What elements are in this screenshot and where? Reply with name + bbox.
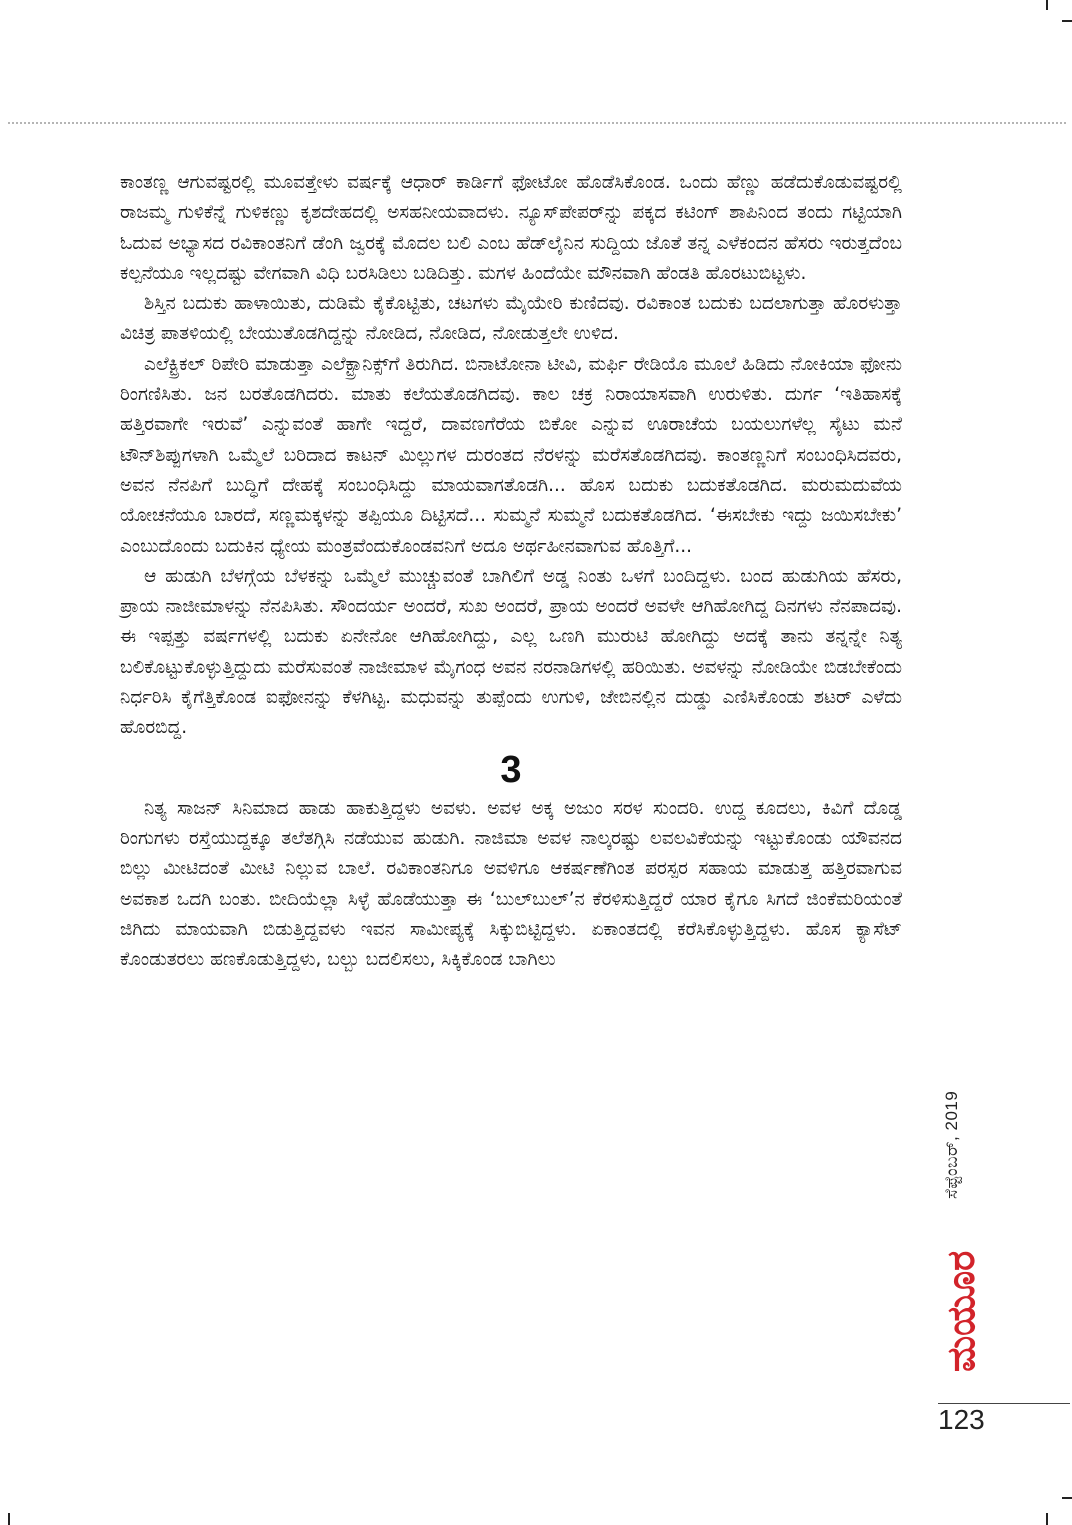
paragraph-5: ನಿತ್ಯ ಸಾಜನ್ ಸಿನಿಮಾದ ಹಾಡು ಹಾಕುತ್ತಿದ್ದಳು ಅವಳು. ಅವಳ ಅಕ್ಕ ಅಜುಂ ಸರಳ ಸುಂದರಿ. ಉದ್ದ ಕೂದಲು, ಕಿವಿಗೆ ದೊಡ್ಡ ರಿಂಗುಗಳು ರಸ್ತೆಯುದ್ದಕ್ಕೂ ತಲೆತಗ್ಗಿಸಿ ನಡೆಯುವ ಹುಡುಗಿ. ನಾಜಿಮಾ ಅವಳ ನಾಲ್ಕರಷ್ಟು ಲವಲವಿಕೆಯನ್ನು ಇಟ್ಟುಕೊಂಡು ಯೌವನದ ಬಿಲ್ಲು ಮೀಟಿದಂತೆ ಮೀಟಿ ನಿಲ್ಲುವ ಬಾಲೆ. ರವಿಕಾಂತನಿಗೂ ಅವಳಿಗೂ ಆಕರ್ಷಣೆಗಿಂತ ಪರಸ್ಪರ ಸಹಾಯ ಮಾಡುತ್ತ ಹತ್ತಿರವಾಗುವ ಅವಕಾಶ ಒದಗಿ ಬಂತು. ಬೀದಿಯೆಲ್ಲಾ ಸಿಳ್ಳೆ ಹೊಡೆಯುತ್ತಾ ಈ ‘ಬುಲ್‌ಬುಲ್’ನ ಕೆರಳಿಸುತ್ತಿದ್ದರೆ ಯಾರ ಕೈಗೂ ಸಿಗದೆ ಜಿಂಕೆಮರಿಯಂತೆ ಜಿಗಿದು ಮಾಯವಾಗಿ ಬಿಡುತ್ತಿದ್ದವಳು ಇವನ ಸಾಮೀಪ್ಯಕ್ಕೆ ಸಿಕ್ಕುಬಿಟ್ಟಿದ್ದಳು. ಏಕಾಂತದಲ್ಲಿ ಕರೆಸಿಕೊಳ್ಳುತ್ತಿದ್ದಳು. ಹೊಸ ಕ್ಯಾಸೆಟ್ ಕೊಂಡುತರಲು ಹಣಕೊಡುತ್ತಿದ್ದಳು, ಬಲ್ಬು ಬದಲಿಸಲು, ಸಿಕ್ಕಿಕೊಂಡ ಬಾಗಿಲು <box>120 797 902 971</box>
section-number: 3 <box>500 748 522 791</box>
crop-mark-bottom-right <box>1046 1513 1048 1525</box>
paragraph-2: ಶಿಸ್ತಿನ ಬದುಕು ಹಾಳಾಯಿತು, ದುಡಿಮೆ ಕೈಕೊಟ್ಟಿತು, ಚಟಗಳು ಮೈಯೇರಿ ಕುಣಿದವು. ರವಿಕಾಂತ ಬದುಕು ಬದಲಾಗುತ್ತಾ ಹೊರಳುತ್ತಾ ವಿಚಿತ್ರ ಪಾತಳಿಯಲ್ಲಿ ಬೇಯುತೊಡಗಿದ್ದನ್ನು ನೋಡಿದ, ನೋಡಿದ, ನೋಡುತ್ತಲೇ ಉಳಿದ. <box>120 293 902 345</box>
issue-date: ಸೆಪ್ಟೆಂಬರ್, 2019 <box>942 1090 961 1200</box>
crop-mark-right-upper <box>1062 20 1072 22</box>
paragraph-4: ಆ ಹುಡುಗಿ ಬೆಳಗ್ಗೆಯ ಬೆಳಕನ್ನು ಒಮ್ಮೆಲೆ ಮುಚ್ಚುವಂತೆ ಬಾಗಿಲಿಗೆ ಅಡ್ಡ ನಿಂತು ಒಳಗೆ ಬಂದಿದ್ದಳು. ಬಂದ ಹುಡುಗಿಯ ಹೆಸರು, ಪ್ರಾಯ ನಾಜೀಮಾಳನ್ನು ನೆನಪಿಸಿತು. ಸೌಂದರ್ಯ ಅಂದರೆ, ಸುಖ ಅಂದರೆ, ಪ್ರಾಯ ಅಂದರೆ ಅವಳೇ ಆಗಿಹೋಗಿದ್ದ ದಿನಗಳು ನೆನಪಾದವು. ಈ ಇಪ್ಪತ್ತು ವರ್ಷಗಳಲ್ಲಿ ಬದುಕು ಏನೇನೋ ಆಗಿಹೋಗಿದ್ದು, ಎಲ್ಲ ಒಣಗಿ ಮುರುಟಿ ಹೋಗಿದ್ದು ಅದಕ್ಕೆ ತಾನು ತನ್ನನ್ನೇ ನಿತ್ಯ ಬಲಿಕೊಟ್ಟುಕೊಳ್ಳುತ್ತಿದ್ದುದು ಮರೆಸುವಂತೆ ನಾಜೀಮಾಳ ಮೈಗಂಧ ಅವನ ನರನಾಡಿಗಳಲ್ಲಿ ಹರಿಯಿತು. ಅವಳನ್ನು ನೋಡಿಯೇ ಬಿಡಬೇಕೆಂದು ನಿರ್ಧರಿಸಿ ಕೈಗೆತ್ತಿಕೊಂಡ ಐಫೋನನ್ನು ಕೆಳಗಿಟ್ಟ. ಮಧುವನ್ನು ತುಪ್ಪೆಂದು ಉಗುಳಿ, ಜೇಬಿನಲ್ಲಿನ ದುಡ್ಡು ಎಣಿಸಿಕೊಂಡು ಶಟರ್ ಎಳೆದು ಹೊರಬಿದ್ದ. <box>120 565 902 739</box>
crop-mark-right-lower <box>1062 1497 1072 1499</box>
magazine-logo: ಮಯೂರ <box>939 1250 983 1372</box>
article-column <box>120 168 902 975</box>
crop-mark-top-right <box>1046 0 1048 10</box>
paragraph-3: ಎಲೆಕ್ಟ್ರಿಕಲ್ ರಿಪೇರಿ ಮಾಡುತ್ತಾ ಎಲೆಕ್ಟ್ರಾನಿಕ್ಸ್‌ಗೆ ತಿರುಗಿದ. ಬಿನಾಟೋನಾ ಟೀವಿ, ಮರ್ಫಿ ರೇಡಿಯೊ ಮೂಲೆ ಹಿಡಿದು ನೋಕಿಯಾ ಫೋನು ರಿಂಗಣಿಸಿತು. ಜನ ಬರತೊಡಗಿದರು. ಮಾತು ಕಲೆಯತೊಡಗಿದವು. ಕಾಲ ಚಕ್ರ ನಿರಾಯಾಸವಾಗಿ ಉರುಳಿತು. ದುರ್ಗ ‘ಇತಿಹಾಸಕ್ಕೆ ಹತ್ತಿರವಾಗೇ ಇರುವೆ’ ಎನ್ನುವಂತೆ ಹಾಗೇ ಇದ್ದರೆ, ದಾವಣಗೆರೆಯ ಬಿಕೋ ಎನ್ನುವ ಊರಾಚೆಯ ಬಯಲುಗಳೆಲ್ಲ ಸೈಟು ಮನೆ ಟೌನ್‌ಶಿಪ್ಪುಗಳಾಗಿ ಒಮ್ಮೆಲೆ ಬರಿದಾದ ಕಾಟನ್ ಮಿಲ್ಲುಗಳ ದುರಂತದ ನೆರಳನ್ನು ಮರೆಸತೊಡಗಿದವು. ಕಾಂತಣ್ಣನಿಗೆ ಸಂಬಂಧಿಸಿದವರು, ಅವನ ನೆನಪಿಗೆ ಬುದ್ಧಿಗೆ ದೇಹಕ್ಕೆ ಸಂಬಂಧಿಸಿದ್ದು ಮಾಯವಾಗತೊಡಗಿ... ಹೊಸ ಬದುಕು ಬದುಕತೊಡಗಿದ. ಮರುಮದುವೆಯ ಯೋಚನೆಯೂ ಬಾರದೆ, ಸಣ್ಣಮಕ್ಕಳನ್ನು ತಪ್ಪಿಯೂ ದಿಟ್ಟಿಸದೆ... ಸುಮ್ಮನೆ ಸುಮ್ಮನೆ ಬದುಕತೊಡಗಿದ. ‘ಈಸಬೇಕು ಇದ್ದು ಜಯಿಸಬೇಕು’ ಎಂಬುದೊಂದು ಬದುಕಿನ ಧ್ಯೇಯ ಮಂತ್ರವೆಂದುಕೊಂಡವನಿಗೆ ಅದೂ ಅರ್ಥಹೀನವಾಗುವ ಹೊತ್ತಿಗೆ... <box>120 353 902 557</box>
crop-mark-bottom-left <box>8 1513 10 1525</box>
page-number: 123 <box>938 1404 985 1435</box>
header-dotted-rule <box>8 122 1066 124</box>
paragraph-1: ಕಾಂತಣ್ಣ ಆಗುವಷ್ಟರಲ್ಲಿ ಮೂವತ್ತೇಳು ವರ್ಷಕ್ಕೆ ಆಧಾರ್ ಕಾರ್ಡಿಗೆ ಫೋಟೋ ಹೊಡೆಸಿಕೊಂಡ. ಒಂದು ಹೆಣ್ಣು ಹಡೆದುಕೊಡುವಷ್ಟರಲ್ಲಿ ರಾಜಮ್ಮ ಗುಳಿಕೆನ್ನೆ ಗುಳಿಕಣ್ಣು ಕೃಶದೇಹದಲ್ಲಿ ಅಸಹನೀಯವಾದಳು. ನ್ಯೂಸ್‌ಪೇಪರ್‌ನ್ನು ಪಕ್ಕದ ಕಟಿಂಗ್ ಶಾಪಿನಿಂದ ತಂದು ಗಟ್ಟಿಯಾಗಿ ಓದುವ ಅಭ್ಯಾಸದ ರವಿಕಾಂತನಿಗೆ ಡೆಂಗಿ ಜ್ವರಕ್ಕೆ ಮೊದಲ ಬಲಿ ಎಂಬ ಹೆಡ್‌ಲೈನಿನ ಸುದ್ದಿಯ ಜೊತೆ ತನ್ನ ಎಳೆಕಂದನ ಹೆಸರು ಇರುತ್ತದೆಂಬ ಕಲ್ಪನೆಯೂ ಇಲ್ಲದಷ್ಟು ವೇಗವಾಗಿ ವಿಧಿ ಬರಸಿಡಿಲು ಬಡಿದಿತ್ತು. ಮಗಳ ಹಿಂದೆಯೇ ಮೌನವಾಗಿ ಹೆಂಡತಿ ಹೊರಟುಬಿಟ್ಟಳು. <box>120 172 902 284</box>
